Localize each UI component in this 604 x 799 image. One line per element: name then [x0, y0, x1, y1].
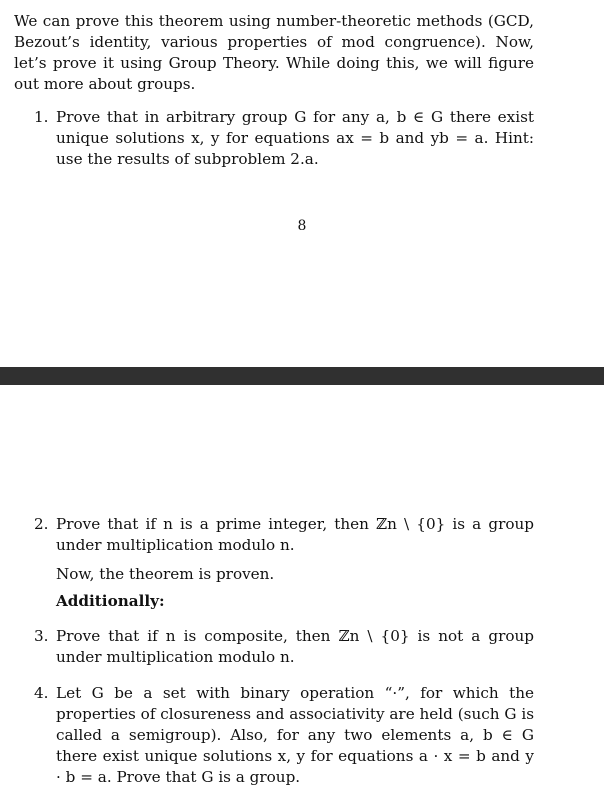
additionally-heading: Additionally:: [56, 592, 165, 610]
problem-3-text: Prove that if n is composite, then ℤn \ {0} is not a group under multiplication modulo n.: [56, 627, 534, 666]
problem-4-text: Let G be a set with binary operation “·”, for which the properties of closureness and associativity are held (such G is called a semigroup). Also, for any two elements a, b ∈ G there exist unique solutions x, y for equations a · x = b and y · b = a. Prove that G is a group.: [56, 684, 534, 786]
problem-1-number: 1.: [34, 108, 49, 126]
page-bottom: [0, 385, 604, 799]
page-top: [0, 0, 604, 367]
problem-2: [34, 514, 534, 556]
problem-4: [34, 683, 534, 788]
intro-paragraph: We can prove this theorem using number-theoretic methods (GCD, Bezout’s identity, various properties of mod congruence). Now, let’s prove it using Group Theory. While doing this, we will figure out more about groups.: [14, 12, 534, 93]
problem-2-text: Prove that if n is a prime integer, then ℤn \ {0} is a group under multiplication modulo n.: [56, 515, 534, 554]
additionally-heading-wrap: [56, 591, 534, 612]
page-separator: [0, 367, 604, 385]
problem-1: [34, 107, 534, 170]
problem-2-number: 2.: [34, 515, 49, 533]
page-number: 8: [297, 218, 307, 234]
problem-3-number: 3.: [34, 627, 49, 645]
problem-3: [34, 626, 534, 668]
problem-1-text: Prove that in arbitrary group G for any a, b ∈ G there exist unique solutions x, y for equations ax = b and yb = a. Hint: use the results of subproblem 2.a.: [56, 108, 534, 168]
problem-4-number: 4.: [34, 684, 49, 702]
conclusion-text: Now, the theorem is proven.: [56, 565, 275, 583]
